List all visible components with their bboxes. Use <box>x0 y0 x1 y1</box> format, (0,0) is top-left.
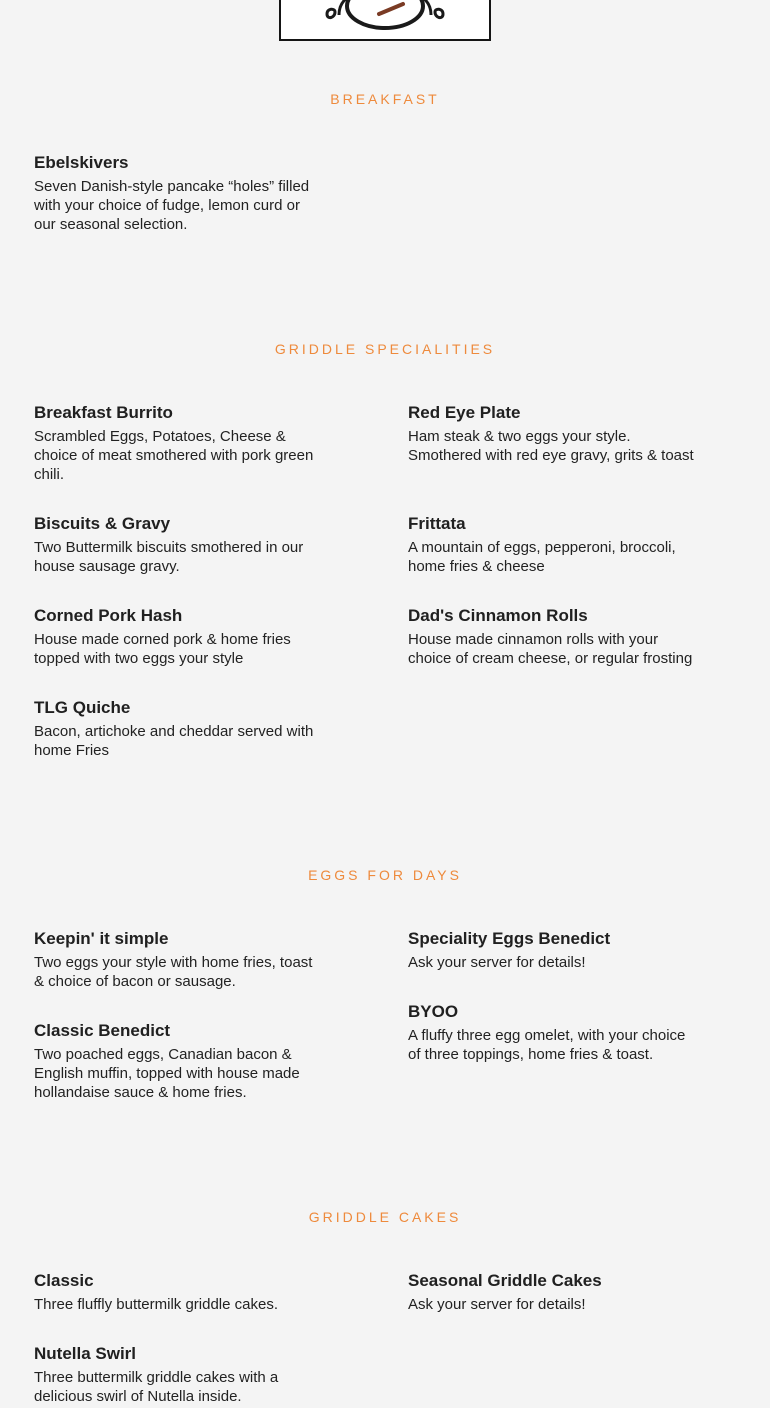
section-title-breakfast: BREAKFAST <box>330 91 440 107</box>
menu-item-name: Breakfast Burrito <box>34 403 173 422</box>
menu-item-description: A fluffy three egg omelet, with your choice of three toppings, home fries & toast. <box>408 1027 686 1063</box>
menu-item-description: Scrambled Eggs, Potatoes, Cheese & choice of meat smothered with pork green chili. <box>34 428 314 483</box>
menu-item-description: Ask your server for details! <box>408 954 586 971</box>
menu-item-corned-pork-hash <box>34 606 324 668</box>
menu-item-speciality-eggs-benedict <box>408 929 698 972</box>
menu-item-red-eye-plate <box>408 403 698 465</box>
menu-item-cinnamon-rolls <box>408 606 698 668</box>
section-title-eggs-for-days: EGGS FOR DAYS <box>308 867 462 883</box>
menu-item-description: Three fluffly buttermilk griddle cakes. <box>34 1296 278 1313</box>
menu-item-name: BYOO <box>408 1002 459 1021</box>
menu-item-description: House made cinnamon rolls with your choice of cream cheese, or regular frosting <box>408 631 693 667</box>
section-title-griddle-specialities: GRIDDLE SPECIALITIES <box>274 341 496 357</box>
menu-item-description: Two Buttermilk biscuits smothered in our house sausage gravy. <box>34 539 304 575</box>
menu-item-description: Bacon, artichoke and cheddar served with home Fries <box>34 723 314 759</box>
menu-item-description: House made corned pork & home fries topped with two eggs your style <box>34 631 291 667</box>
menu-item-nutella-swirl <box>34 1344 324 1406</box>
menu-item-name: TLG Quiche <box>34 698 131 717</box>
menu-item-name: Keepin' it simple <box>34 929 169 948</box>
menu-item-description: Ham steak & two eggs your style. Smothered with red eye gravy, grits & toast <box>408 428 694 464</box>
menu-item-description: Three buttermilk griddle cakes with a delicious swirl of Nutella inside. <box>34 1369 279 1405</box>
menu-item-description: Two eggs your style with home fries, toast & choice of bacon or sausage. <box>34 954 313 990</box>
menu-item-name: Classic <box>34 1271 94 1290</box>
menu-item-name: Dad's Cinnamon Rolls <box>408 606 588 625</box>
menu-item-name: Speciality Eggs Benedict <box>408 929 611 948</box>
menu-item-keepin-it-simple <box>34 929 324 991</box>
section-title-griddle-cakes: GRIDDLE CAKES <box>308 1209 462 1225</box>
menu-item-seasonal-griddle-cakes <box>408 1271 698 1314</box>
menu-item-name: Seasonal Griddle Cakes <box>408 1271 602 1290</box>
menu-item-frittata <box>408 514 698 576</box>
menu-item-name: Frittata <box>408 514 466 533</box>
menu-item-name: Corned Pork Hash <box>34 606 183 625</box>
menu-item-name: Biscuits & Gravy <box>34 514 171 533</box>
menu-item-classic-griddle-cakes <box>34 1271 324 1314</box>
menu-item-breakfast-burrito <box>34 403 324 484</box>
menu-item-description: Two poached eggs, Canadian bacon & English muffin, topped with house made hollandaise sauce & home fries. <box>34 1046 300 1101</box>
menu-item-description: Ask your server for details! <box>408 1296 586 1313</box>
menu-item-name: Red Eye Plate <box>408 403 521 422</box>
menu-item-tlg-quiche <box>34 698 324 760</box>
menu-item-name: Ebelskivers <box>34 153 129 172</box>
pan-logo-icon <box>281 0 489 39</box>
logo <box>279 0 491 41</box>
menu-item-biscuits-gravy <box>34 514 324 576</box>
menu-item-description: A mountain of eggs, pepperoni, broccoli, home fries & cheese <box>408 539 676 575</box>
menu-item-ebelskivers <box>34 153 324 234</box>
menu-item-classic-benedict <box>34 1021 324 1102</box>
menu-item-name: Nutella Swirl <box>34 1344 137 1363</box>
menu-item-description: Seven Danish-style pancake “holes” filled with your choice of fudge, lemon curd or our seasonal selection. <box>34 178 310 233</box>
menu-item-byoo <box>408 1002 698 1064</box>
menu-item-name: Classic Benedict <box>34 1021 171 1040</box>
